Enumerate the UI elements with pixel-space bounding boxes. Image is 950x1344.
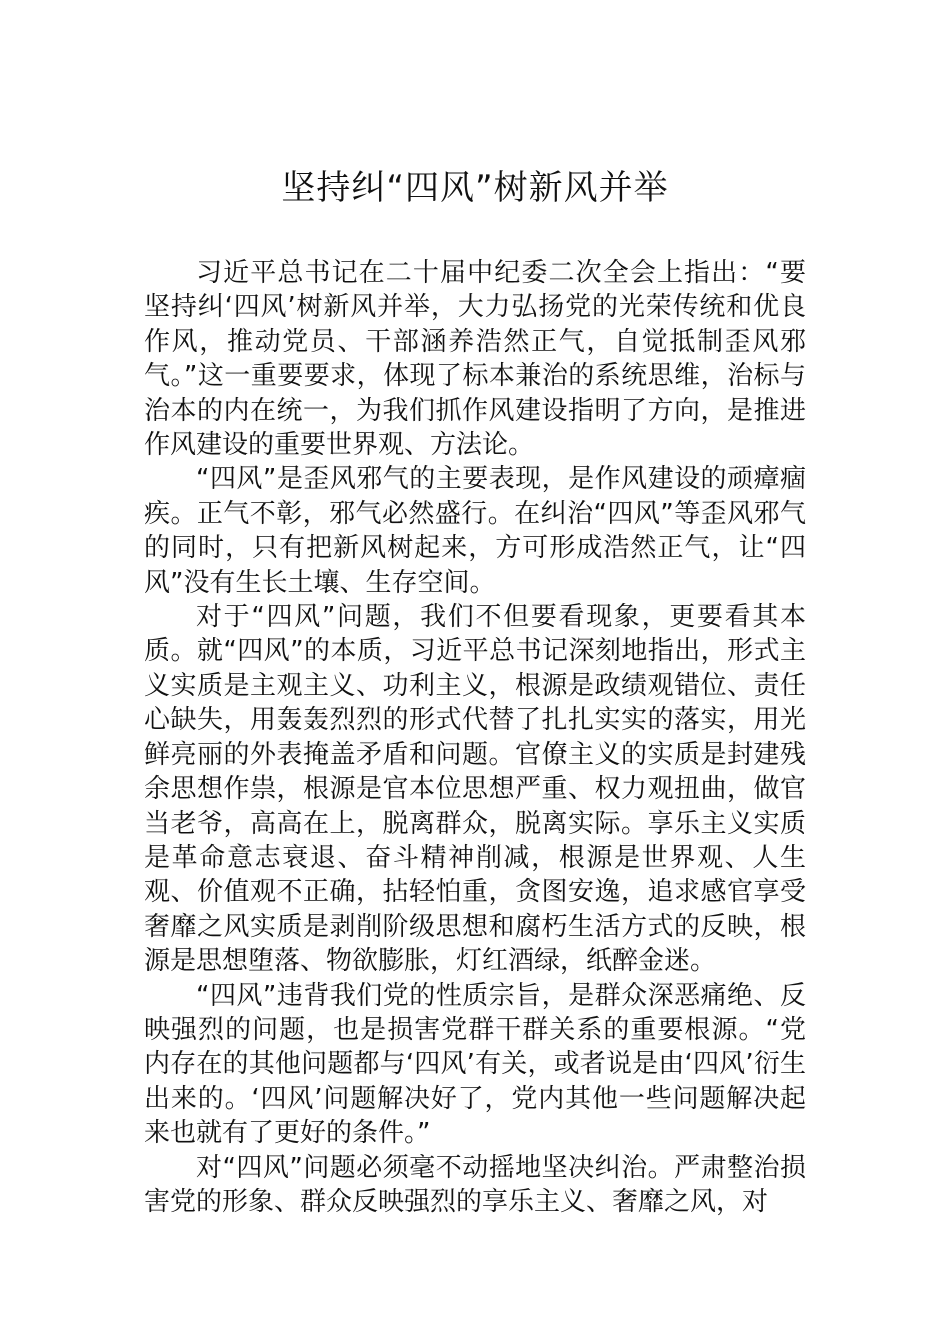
paragraph-5: 对“四风”问题必须毫不动摇地坚决纠治。严肃整治损害党的形象、群众反映强烈的享乐主义、奢靡之风，对 <box>144 1152 806 1217</box>
document-title: 坚持纠“四风”树新风并举 <box>281 168 669 208</box>
document-body <box>144 256 806 1219</box>
paragraph-3: 对于“四风”问题，我们不但要看现象，更要看其本质。就“四风”的本质，习近平总书记深刻地指出，形式主义实质是主观主义、功利主义，根源是政绩观错位、责任心缺失，用轰轰烈烈的形式代替了扎扎实实的落实，用光鲜亮丽的外表掩盖矛盾和问题。官僚主义的实质是封建残余思想作祟，根源是官本位思想严重、权力观扭曲，做官当老爷，高高在上，脱离群众，脱离实际。享乐主义实质是革命意志衰退、奋斗精神削减，根源是世界观、人生观、价值观不正确，拈轻怕重，贪图安逸，追求感官享受奢靡之风实质是剥削阶级思想和腐朽生活方式的反映，根源是思想堕落、物欲膨胀，灯红酒绿，纸醉金迷。 <box>144 602 806 977</box>
paragraph-1: 习近平总书记在二十届中纪委二次全会上指出：“要坚持纠‘四风’树新风并举，大力弘扬党的光荣传统和优良作风，推动党员、干部涵养浩然正气，自觉抵制歪风邪气。”这一重要要求，体现了标本兼治的系统思维，治标与治本的内在统一，为我们抓作风建设指明了方向，是推进作风建设的重要世界观、方法论。 <box>144 258 806 461</box>
paragraph-2: “四风”是歪风邪气的主要表现，是作风建设的顽瘴痼疾。正气不彰，邪气必然盛行。在纠治“四风”等歪风邪气的同时，只有把新风树起来，方可形成浩然正气，让“四风”没有生长土壤、生存空间。 <box>144 464 806 598</box>
paragraph-4: “四风”违背我们党的性质宗旨，是群众深恶痛绝、反映强烈的问题，也是损害党群干群关系的重要根源。“党内存在的其他问题都与‘四风’有关，或者说是由‘四风’衍生出来的。‘四风’问题解决好了，党内其他一些问题解决起来也就有了更好的条件。” <box>144 980 806 1149</box>
